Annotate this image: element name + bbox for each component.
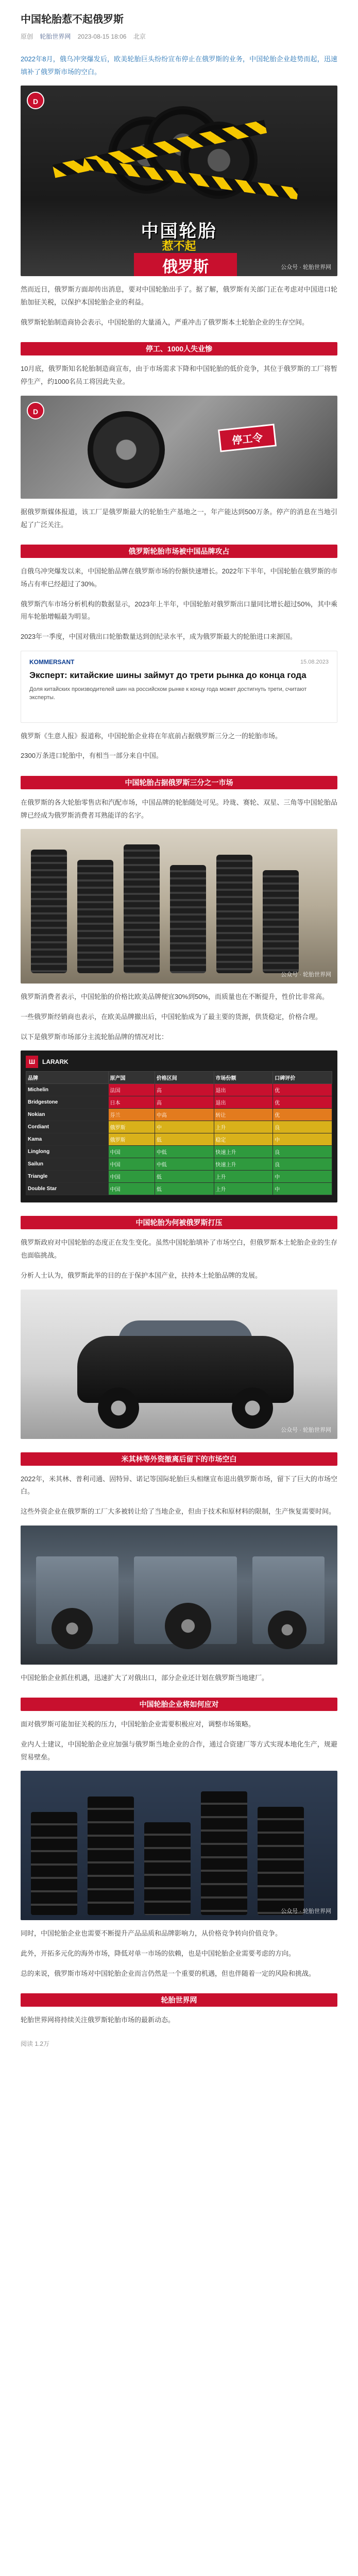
section-heading: 中国轮胎占据俄罗斯三分之一市场 bbox=[21, 776, 337, 789]
paragraph: 总的来说，俄罗斯市场对中国轮胎企业而言仍然是一个重要的机遇，但也伴随着一定的风险和挑战。 bbox=[21, 1969, 316, 1977]
table-header-cell: 口碑评价 bbox=[273, 1072, 332, 1084]
table-cell: 中国 bbox=[108, 1146, 155, 1158]
table-cell: 良 bbox=[273, 1146, 332, 1158]
paragraph: 据俄罗斯媒体报道，该工厂是俄罗斯最大的轮胎生产基地之一，年产能达到500万条。停产的消息在当地引起了广泛关注。 bbox=[21, 507, 337, 529]
article-meta bbox=[21, 32, 337, 41]
paragraph: 俄罗斯政府对中国轮胎的态度正在发生变化。虽然中国轮胎填补了市场空白，但俄罗斯本土轮胎企业的生存也面临挑战。 bbox=[21, 1239, 337, 1260]
table-logo-text: LARARK bbox=[42, 1058, 69, 1066]
factory-image bbox=[21, 1526, 337, 1665]
table-cell: 中高 bbox=[155, 1109, 214, 1121]
table-header-cell: 价格区间 bbox=[155, 1072, 214, 1084]
news-date: 15.08.2023 bbox=[300, 658, 329, 665]
table-cell: 快速上升 bbox=[214, 1146, 273, 1158]
brand-badge-icon: D bbox=[27, 92, 44, 109]
table-cell: 良 bbox=[273, 1158, 332, 1171]
paragraph: 面对俄罗斯可能加征关税的压力，中国轮胎企业需要积极应对，调整市场策略。 bbox=[21, 1720, 255, 1728]
table-cell: 中 bbox=[155, 1121, 214, 1133]
paragraph: 10月底，俄罗斯知名轮胎制造商宣布，由于市场需求下降和中国轮胎的低价竞争，其位于俄罗斯的工厂将暂停生产，约1000名员工将因此失业。 bbox=[21, 365, 337, 386]
article-header bbox=[0, 0, 358, 46]
paragraph: 俄罗斯《生意人报》报道称，中国轮胎企业将在年底前占据俄罗斯三分之一的轮胎市场。 bbox=[21, 732, 282, 740]
image-watermark: 公众号 · 轮胎世界网 bbox=[281, 264, 331, 271]
tire-icon bbox=[165, 1603, 211, 1649]
table-cell: 中国 bbox=[108, 1171, 155, 1183]
tire-brand-table-image bbox=[21, 1050, 337, 1202]
table-cell: 转让 bbox=[214, 1109, 273, 1121]
paragraph: 此外，开拓多元化的海外市场，降低对单一市场的依赖，也是中国轮胎企业需要考虑的方向。 bbox=[21, 1950, 296, 1957]
table-cell: 优 bbox=[273, 1084, 332, 1096]
paragraph: 2300万条进口轮胎中，有相当一部分来自中国。 bbox=[21, 752, 163, 760]
table-cell: 上升 bbox=[214, 1183, 273, 1195]
paragraph: 俄罗斯消费者表示，中国轮胎的价格比欧美品牌便宜30%到50%，而质量也在不断提升，性价比非常高。 bbox=[21, 993, 329, 1001]
table-row bbox=[26, 1183, 332, 1195]
brand-badge-icon: D bbox=[27, 402, 44, 419]
paragraph: 这些外资企业在俄罗斯的工厂大多被转让给了当地企业，但由于技术和原材料的限制，生产恢复需要时间。 bbox=[21, 1507, 336, 1515]
tire-icon bbox=[268, 1611, 306, 1649]
table-cell: 高 bbox=[155, 1084, 214, 1096]
table-cell: 上升 bbox=[214, 1171, 273, 1183]
table-cell: 优 bbox=[273, 1096, 332, 1109]
table-cell: 中 bbox=[273, 1133, 332, 1146]
table-body bbox=[26, 1084, 332, 1195]
table-cell: 中 bbox=[273, 1183, 332, 1195]
author-link[interactable]: 轮胎世界网 bbox=[40, 33, 71, 40]
table-logo-icon: Ш bbox=[26, 1056, 38, 1068]
table-header-row bbox=[26, 1072, 332, 1084]
paragraph: 俄罗斯轮胎制造商协会表示，中国轮胎的大量涌入，严重冲击了俄罗斯本土轮胎企业的生存空间。 bbox=[21, 318, 309, 326]
table-cell: 法国 bbox=[108, 1084, 155, 1096]
paragraph: 以下是俄罗斯市场部分主流轮胎品牌的情况对比： bbox=[21, 1032, 168, 1041]
article-content bbox=[0, 53, 358, 2048]
table-row bbox=[26, 1158, 332, 1171]
publish-location: 北京 bbox=[133, 33, 146, 40]
hero-headline: 中国轮胎 bbox=[141, 222, 217, 242]
table-cell: 芬兰 bbox=[108, 1109, 155, 1121]
paragraph: 2022年，米其林、普利司通、固特异、诺记等国际轮胎巨头相继宣布退出俄罗斯市场，留下了巨大的市场空白。 bbox=[21, 1475, 337, 1496]
article-title: 中国轮胎惹不起俄罗斯 bbox=[21, 14, 124, 25]
section-heading: 轮胎世界网 bbox=[21, 1993, 337, 2007]
tire-warehouse-image bbox=[21, 829, 337, 984]
table-header-cell: 市场份额 bbox=[214, 1072, 273, 1084]
brand-cell: Cordiant bbox=[26, 1121, 109, 1133]
paragraph: 然而近日，俄罗斯方面却传出消息，要对中国轮胎出手了。据了解，俄罗斯有关部门正在考虑对中国进口轮胎加征关税，以保护本国轮胎企业的利益。 bbox=[21, 285, 337, 307]
paragraph: 2022年8月，俄乌冲突爆发后，欧美轮胎巨头纷纷宣布停止在俄罗斯的业务，中国轮胎企业趁势而起，迅速填补了俄罗斯市场的空白。 bbox=[21, 55, 337, 76]
publish-date: 2023-08-15 18:06 bbox=[77, 33, 127, 40]
paragraph: 业内人士建议，中国轮胎企业应加强与俄罗斯当地企业的合作，通过合资建厂等方式实现本地化生产，规避贸易壁垒。 bbox=[21, 1740, 337, 1761]
read-count: 阅读 1.2万 bbox=[21, 2040, 50, 2048]
brand-cell: Kama bbox=[26, 1133, 109, 1146]
image-watermark: 公众号 · 轮胎世界网 bbox=[281, 972, 331, 978]
paragraph: 在俄罗斯的各大轮胎零售店和汽配市场，中国品牌的轮胎随处可见。玲珑、赛轮、双星、三角等中国轮胎品牌已经成为俄罗斯消费者耳熟能详的名字。 bbox=[21, 799, 337, 819]
table-cell: 中低 bbox=[155, 1146, 214, 1158]
table-cell: 中低 bbox=[155, 1158, 214, 1171]
table-row bbox=[26, 1121, 332, 1133]
table-logo bbox=[26, 1056, 332, 1068]
table-cell: 退出 bbox=[214, 1096, 273, 1109]
table-row bbox=[26, 1146, 332, 1158]
table-cell: 中国 bbox=[108, 1183, 155, 1195]
table-cell: 良 bbox=[273, 1121, 332, 1133]
brand-cell: Bridgestone bbox=[26, 1096, 109, 1109]
table-cell: 快速上升 bbox=[214, 1158, 273, 1171]
table-cell: 低 bbox=[155, 1133, 214, 1146]
brand-cell: Double Star bbox=[26, 1183, 109, 1195]
table-cell: 俄罗斯 bbox=[108, 1133, 155, 1146]
table-row bbox=[26, 1096, 332, 1109]
section-heading: 米其林等外资撤离后留下的市场空白 bbox=[21, 1452, 337, 1466]
paragraph: 一些俄罗斯经销商也表示，在欧美品牌撤出后，中国轮胎成为了最主要的货源，供货稳定，价格合理。 bbox=[21, 1013, 322, 1021]
table-cell: 俄罗斯 bbox=[108, 1121, 155, 1133]
tire-icon bbox=[88, 411, 165, 488]
table-cell: 优 bbox=[273, 1109, 332, 1121]
news-logo: KOMMERSANT bbox=[29, 658, 75, 666]
table-header-cell: 品牌 bbox=[26, 1072, 109, 1084]
tire-brand-table bbox=[26, 1071, 332, 1195]
image-watermark: 公众号 · 轮胎世界网 bbox=[281, 1908, 331, 1915]
stop-sign: 停工令 bbox=[218, 423, 277, 452]
news-screenshot bbox=[21, 651, 337, 723]
table-header-cell: 原产国 bbox=[108, 1072, 155, 1084]
tire-store-image bbox=[21, 1771, 337, 1920]
image-watermark: 公众号 · 轮胎世界网 bbox=[281, 1427, 331, 1433]
wheel-icon bbox=[98, 1387, 139, 1429]
paragraph: 2023年一季度，中国对俄出口轮胎数量达到创纪录水平，成为俄罗斯最大的轮胎进口来源国。 bbox=[21, 632, 297, 640]
paragraph: 自俄乌冲突爆发以来，中国轮胎品牌在俄罗斯市场的份额快速增长。2022年下半年，中国轮胎在俄罗斯的市场占有率已经超过了30%。 bbox=[21, 567, 337, 588]
car-image bbox=[21, 1290, 337, 1439]
table-cell: 中国 bbox=[108, 1158, 155, 1171]
table-cell: 低 bbox=[155, 1183, 214, 1195]
brand-cell: Sailun bbox=[26, 1158, 109, 1171]
table-cell: 上升 bbox=[214, 1121, 273, 1133]
table-cell: 低 bbox=[155, 1171, 214, 1183]
factory-stop-image bbox=[21, 396, 337, 499]
section-heading: 停工、1000人失业惨 bbox=[21, 342, 337, 355]
news-headline: Эксперт: китайские шины займут до трети рынка до конца года bbox=[29, 670, 306, 680]
paragraph: 同时，中国轮胎企业也需要不断提升产品品质和品牌影响力，从价格竞争转向价值竞争。 bbox=[21, 1929, 282, 1938]
table-row bbox=[26, 1109, 332, 1121]
table-cell: 高 bbox=[155, 1096, 214, 1109]
section-heading: 中国轮胎为何被俄罗斯打压 bbox=[21, 1216, 337, 1229]
hero-highlight: 俄罗斯 bbox=[134, 253, 237, 276]
table-cell: 退出 bbox=[214, 1084, 273, 1096]
brand-cell: Linglong bbox=[26, 1146, 109, 1158]
section-heading: 俄罗斯轮胎市场被中国品牌攻占 bbox=[21, 545, 337, 558]
table-row bbox=[26, 1084, 332, 1096]
table-row bbox=[26, 1171, 332, 1183]
news-summary: Доля китайских производителей шин на российском рынке к концу года может достигнуть трети, считают эксперты. bbox=[29, 686, 307, 701]
section-heading: 中国轮胎企业将如何应对 bbox=[21, 1698, 337, 1711]
hero-image bbox=[21, 86, 337, 276]
brand-cell: Nokian bbox=[26, 1109, 109, 1121]
paragraph: 轮胎世界网将持续关注俄罗斯轮胎市场的最新动态。 bbox=[21, 2016, 175, 2024]
table-cell: 日本 bbox=[108, 1096, 155, 1109]
paragraph: 中国轮胎企业抓住机遇，迅速扩大了对俄出口，部分企业还计划在俄罗斯当地建厂。 bbox=[21, 1673, 269, 1682]
table-cell: 稳定 bbox=[214, 1133, 273, 1146]
hero-subheadline: 惹不起 bbox=[162, 240, 196, 253]
news-top-bar bbox=[29, 658, 329, 666]
table-cell: 中 bbox=[273, 1171, 332, 1183]
table-row bbox=[26, 1133, 332, 1146]
wheel-icon bbox=[232, 1387, 273, 1429]
paragraph: 俄罗斯汽车市场分析机构的数据显示，2023年上半年，中国轮胎对俄罗斯出口量同比增长超过50%，其中乘用车轮胎增幅最为明显。 bbox=[21, 600, 337, 621]
original-tag: 原创 bbox=[21, 33, 33, 40]
brand-cell: Michelin bbox=[26, 1084, 109, 1096]
brand-cell: Triangle bbox=[26, 1171, 109, 1183]
tire-icon bbox=[52, 1608, 93, 1649]
paragraph: 分析人士认为，俄罗斯此举的目的在于保护本国产业，扶持本土轮胎品牌的发展。 bbox=[21, 1271, 262, 1279]
